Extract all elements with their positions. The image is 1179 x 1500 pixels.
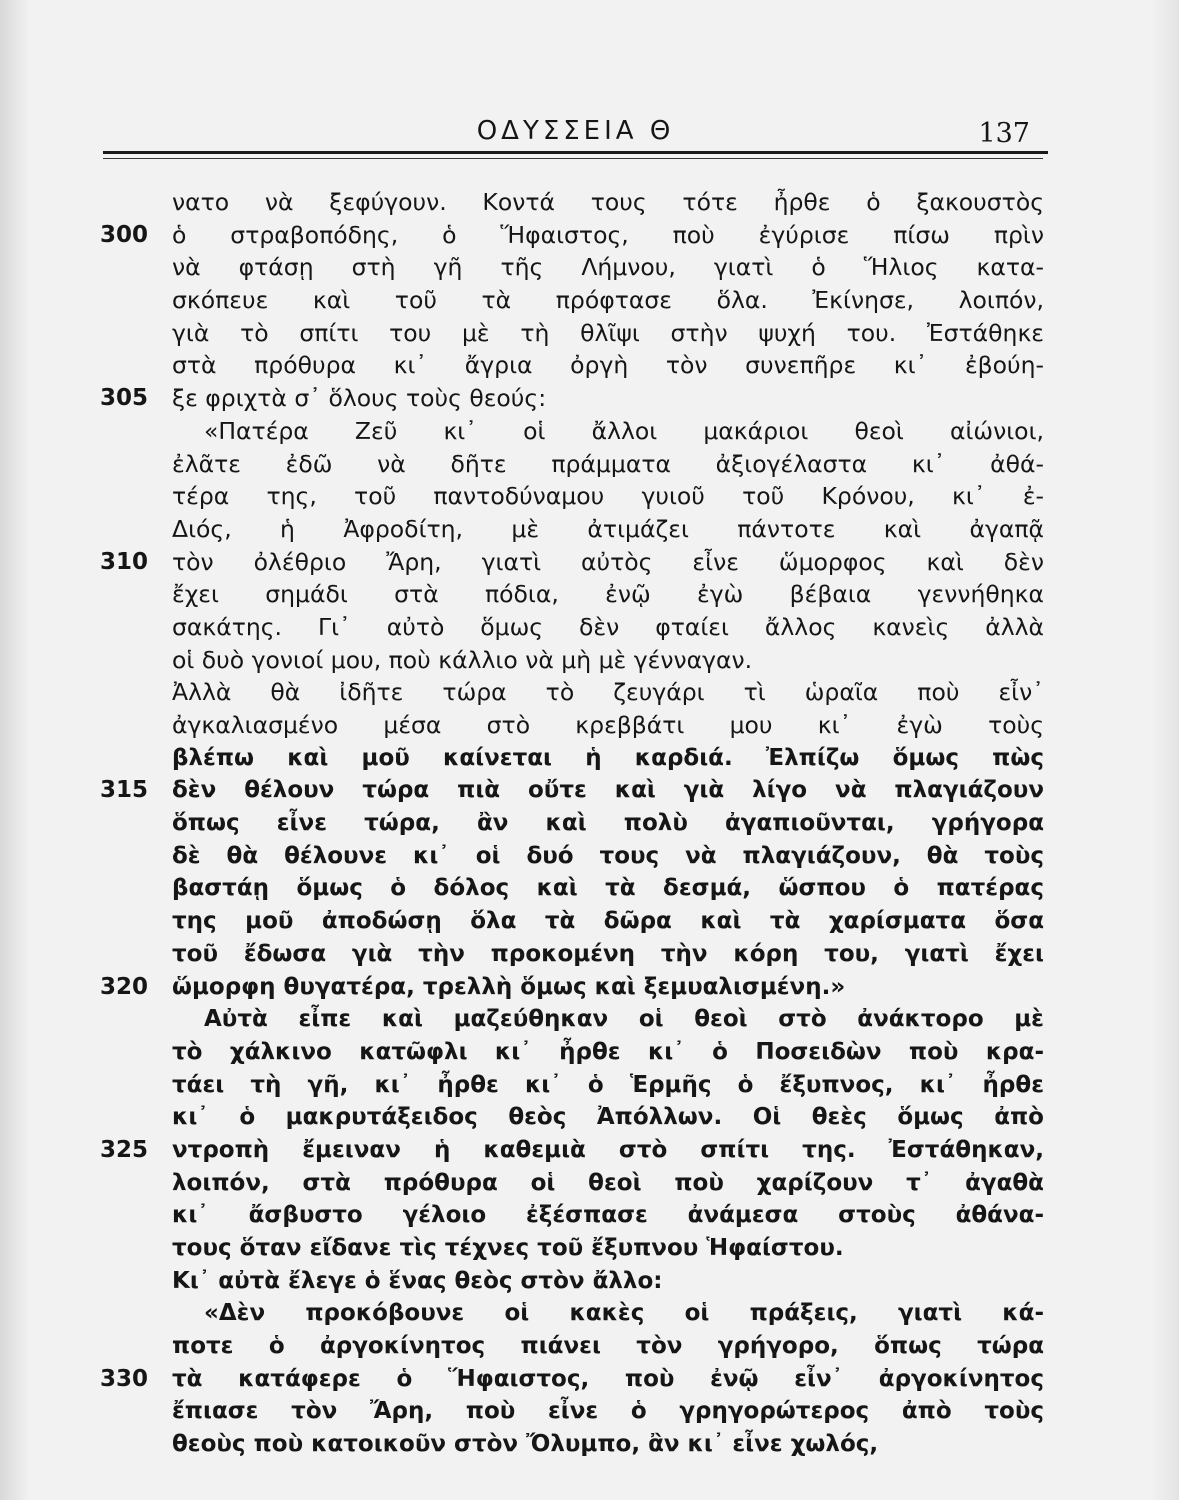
line-text: ἀγκαλιασμένο μέσα στὸ κρεββάτι μου κι᾽ ἐγὼ τοὺς (172, 711, 1044, 739)
text-line (100, 709, 1050, 742)
text-line (100, 1036, 1050, 1069)
line-text: ὅπως εἶνε τώρα, ἂν καὶ πολὺ ἀγαπιοῦνται, γρήγορα (172, 810, 1044, 837)
page-number: 137 (978, 118, 1030, 149)
line-text: ποτε ὁ ἀργοκίνητος πιάνει τὸν γρήγορο, ὅπως τώρα (172, 1333, 1044, 1360)
line-text: ἐλᾶτε ἐδῶ νὰ δῆτε πράμματα ἀξιογέλαστα κι᾽ ἀθά- (172, 449, 1044, 478)
line-text: τέρα της, τοῦ παντοδύναμου γυιοῦ τοῦ Κρόνου, κι᾽ ἐ- (172, 482, 1044, 511)
text-line (100, 448, 1050, 481)
line-number: 330 (100, 1365, 149, 1392)
line-text: «Πατέρα Ζεῦ κι᾽ οἱ ἄλλοι μακάριοι θεοὶ αἰώνιοι, (204, 416, 1044, 445)
line-text: Κι᾽ αὐτὰ ἔλεγε ὁ ἕνας θεὸς στὸν ἄλλο: (172, 1267, 663, 1294)
line-number: 310 (100, 548, 149, 575)
header-rule-thin (103, 158, 1043, 159)
text-line (100, 938, 1050, 971)
text-line (100, 971, 1050, 1004)
line-number: 325 (100, 1136, 149, 1163)
line-text: ὁ στραβοπόδης, ὁ Ἥφαιστος, ποὺ ἐγύρισε πίσω πρὶν (172, 220, 1044, 249)
text-line (100, 905, 1050, 938)
line-number: 320 (100, 973, 149, 1000)
line-text: Αὐτὰ εἶπε καὶ μαζεύθηκαν οἱ θεοὶ στὸ ἀνάκτορο μὲ (204, 1006, 1044, 1033)
text-line (100, 1134, 1050, 1167)
line-text: στὰ πρόθυρα κι᾽ ἄγρια ὀργὴ τὸν συνεπῆρε κι᾽ ἐβούη- (172, 351, 1044, 380)
text-body (100, 186, 1050, 1461)
line-text: της μοῦ ἀποδώσῃ ὅλα τὰ δῶρα καὶ τὰ χαρίσματα ὅσα (172, 908, 1044, 935)
text-line (100, 1069, 1050, 1102)
line-text: Διός, ἡ Ἀφροδίτη, μὲ ἀτιμάζει πάντοτε καὶ ἀγαπᾷ (172, 514, 1044, 543)
text-line (100, 1428, 1050, 1461)
line-text: Ἀλλὰ θὰ ἰδῆτε τώρα τὸ ζευγάρι τὶ ὡραῖα ποὺ εἶν᾽ (172, 678, 1044, 707)
line-text: τὸν ὀλέθριο Ἄρη, γιατὶ αὐτὸς εἶνε ὥμορφος καὶ δὲν (172, 547, 1044, 576)
text-line (100, 611, 1050, 644)
page-header (103, 110, 1048, 156)
line-text: βαστάῃ ὅμως ὁ δόλος καὶ τὰ δεσμά, ὥσπου ὁ πατέρας (172, 875, 1044, 902)
line-text: τοῦ ἔδωσα γιὰ τὴν προκομένη τὴν κόρη του, γιατὶ ἔχει (172, 940, 1044, 967)
text-line (100, 1101, 1050, 1134)
line-number: 315 (100, 777, 149, 804)
text-line (100, 840, 1050, 873)
line-text: οἱ δυὸ γονιοί μου, ποὺ κάλλιο νὰ μὴ μὲ γένναγαν. (172, 645, 753, 674)
line-text: λοιπόν, στὰ πρόθυρα οἱ θεοὶ ποὺ χαρίζουν τ᾽ ἀγαθὰ (172, 1169, 1044, 1196)
text-line (100, 578, 1050, 611)
line-text: ξε φριχτὰ σ᾽ ὅλους τοὺς θεούς: (172, 384, 547, 413)
line-text: τὰ κατάφερε ὁ Ἥφαιστος, ποὺ ἐνῷ εἶν᾽ ἀργοκίνητος (172, 1365, 1044, 1392)
text-line (100, 1003, 1050, 1036)
text-line (100, 1265, 1050, 1298)
line-text: ντροπὴ ἔμειναν ἡ καθεμιὰ στὸ σπίτι της. Ἐστάθηκαν, (172, 1136, 1044, 1163)
line-text: γιὰ τὸ σπίτι του μὲ τὴ θλῖψι στὴν ψυχή του. Ἐστάθηκε (172, 318, 1044, 347)
text-line (100, 1297, 1050, 1330)
text-line (100, 1167, 1050, 1200)
line-text: σκόπευε καὶ τοῦ τὰ πρόφτασε ὅλα. Ἐκίνησε, λοιπόν, (172, 286, 1044, 315)
text-line (100, 742, 1050, 775)
text-line (100, 415, 1050, 448)
text-line (100, 1232, 1050, 1265)
text-line (100, 480, 1050, 513)
header-rule (103, 151, 1048, 154)
text-line (100, 872, 1050, 905)
text-line (100, 644, 1050, 677)
running-title: ΟΔΥΣΣΕΙΑ Θ (476, 116, 675, 146)
line-text: θεοὺς ποὺ κατοικοῦν στὸν Ὄλυμπο, ἂν κι᾽ εἶνε χωλός, (172, 1431, 879, 1458)
text-line (100, 317, 1050, 350)
text-line (100, 1363, 1050, 1396)
line-text: δὲ θὰ θέλουνε κι᾽ οἱ δυό τους νὰ πλαγιάζουν, θὰ τοὺς (172, 842, 1044, 869)
line-text: κι᾽ ἄσβυστο γέλοιο ἐξέσπασε ἀνάμεσα στοὺς ἀθάνα- (172, 1202, 1044, 1229)
line-text: τὸ χάλκινο κατῶφλι κι᾽ ἦρθε κι᾽ ὁ Ποσειδὼν ποὺ κρα- (172, 1038, 1044, 1065)
text-line (100, 186, 1050, 219)
line-text: κι᾽ ὁ μακρυτάξειδος θεὸς Ἀπόλλων. Οἱ θεὲς ὅμως ἀπὸ (172, 1104, 1044, 1131)
text-line (100, 1395, 1050, 1428)
line-text: τάει τὴ γῆ, κι᾽ ἦρθε κι᾽ ὁ Ἑρμῆς ὁ ἔξυπνος, κι᾽ ἦρθε (172, 1071, 1044, 1098)
text-line (100, 513, 1050, 546)
text-line (100, 251, 1050, 284)
line-text: βλέπω καὶ μοῦ καίνεται ἡ καρδιά. Ἐλπίζω ὅμως πὼς (172, 744, 1044, 771)
text-line (100, 1330, 1050, 1363)
line-text: νὰ φτάσῃ στὴ γῆ τῆς Λήμνου, γιατὶ ὁ Ἥλιος κατα- (172, 253, 1044, 282)
line-text: ὥμορφη θυγατέρα, τρελλὴ ὅμως καὶ ξεμυαλισμένη.» (172, 973, 846, 1000)
line-text: «Δὲν προκόβουνε οἱ κακὲς οἱ πράξεις, γιατὶ κά- (204, 1300, 1044, 1327)
line-text: νατο νὰ ξεφύγουν. Κοντά τους τότε ἦρθε ὁ ξακουστὸς (172, 188, 1044, 216)
text-line (100, 807, 1050, 840)
line-text: δὲν θέλουν τώρα πιὰ οὔτε καὶ γιὰ λίγο νὰ πλαγιάζουν (172, 777, 1044, 804)
text-line (100, 349, 1050, 382)
line-text: ἔχει σημάδι στὰ πόδια, ἐνῷ ἐγὼ βέβαια γεννήθηκα (172, 580, 1044, 609)
line-text: σακάτης. Γι᾽ αὐτὸ ὅμως δὲν φταίει ἄλλος κανεὶς ἀλλὰ (172, 612, 1044, 641)
text-line (100, 1199, 1050, 1232)
text-line (100, 546, 1050, 579)
text-line (100, 382, 1050, 415)
line-number: 305 (100, 385, 149, 412)
line-text: τους ὅταν εἴδανε τὶς τέχνες τοῦ ἔξυπνου Ἡφαίστου. (172, 1235, 844, 1261)
text-line (100, 219, 1050, 252)
line-text: ἔπιασε τὸν Ἄρη, ποὺ εἶνε ὁ γρηγορώτερος ἀπὸ τοὺς (172, 1398, 1044, 1425)
text-line (100, 774, 1050, 807)
text-line (100, 676, 1050, 709)
text-line (100, 284, 1050, 317)
line-number: 300 (100, 221, 149, 248)
